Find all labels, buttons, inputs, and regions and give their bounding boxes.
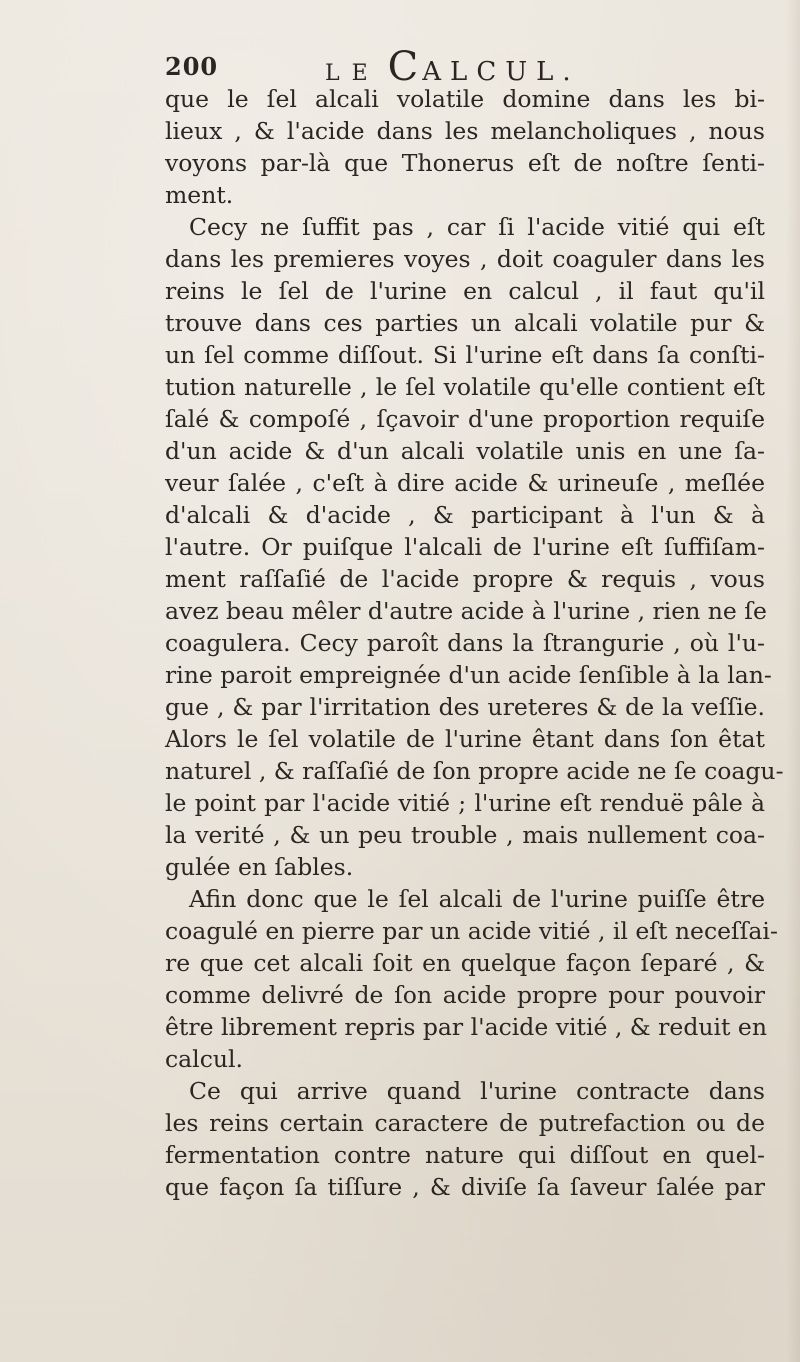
text-line: dans les premieres voyes , doit coaguler dans les xyxy=(165,245,765,273)
text-line: veur ſalée , c'eſt à dire acide & urineuſe , meſlée xyxy=(165,469,765,497)
text-line: ſalé & compoſé , ſçavoir d'une proportion requiſe xyxy=(165,405,765,433)
paragraph-start-line: Afin donc que le ſel alcali de l'urine puiſſe être xyxy=(189,885,765,913)
text-line: Alors le ſel volatile de l'urine êtant dans ſon êtat xyxy=(165,725,765,753)
text-line: d'alcali & d'acide , & participant à l'un & à xyxy=(165,501,765,529)
text-line: calcul. xyxy=(165,1045,243,1073)
text-line: avez beau mêler d'autre acide à l'urine , rien ne ſe xyxy=(165,597,767,625)
text-line: comme delivré de ſon acide propre pour pouvoir xyxy=(165,981,765,1009)
text-line: d'un acide & d'un alcali volatile unis en une ſa- xyxy=(165,437,765,465)
running-title-article: LE xyxy=(325,61,380,86)
text-line: être librement repris par l'acide vitié , & reduit en xyxy=(165,1013,767,1041)
text-line: les reins certain caractere de putrefaction ou de xyxy=(165,1109,765,1137)
body-text xyxy=(165,83,784,1203)
text-line: le point par l'acide vitié ; l'urine eſt renduë pâle à xyxy=(165,789,765,817)
running-title-rest: ALCUL. xyxy=(422,57,580,87)
text-line: coagulé en pierre par un acide vitié , il eſt neceſſai- xyxy=(165,917,778,945)
text-line: gue , & par l'irritation des ureteres & de la veſſie. xyxy=(165,693,765,721)
page-edge-shadow xyxy=(786,0,800,1362)
text-line: coagulera. Cecy paroît dans la ſtrangurie , où l'u- xyxy=(165,629,765,657)
paragraph-start-line: Cecy ne ſuffit pas , car ſi l'acide vitié qui eſt xyxy=(189,213,765,241)
text-line: naturel , & raſſaſié de ſon propre acide ne ſe coagu- xyxy=(165,757,784,785)
text-line: ment raſſaſié de l'acide propre & requis , vous xyxy=(165,565,765,593)
text-line: fermentation contre nature qui diſſout en quel- xyxy=(165,1141,765,1169)
text-line: re que cet alcali ſoit en quelque façon ſeparé , & xyxy=(165,949,765,977)
text-line: que façon ſa tiſſure , & diviſe ſa ſaveur ſalée par xyxy=(165,1173,765,1201)
paragraph-start-line: Ce qui arrive quand l'urine contracte dans xyxy=(189,1077,765,1105)
page-number: 200 xyxy=(165,52,219,81)
running-head xyxy=(165,44,765,90)
text-line: lieux , & l'acide dans les melancholiques , nous xyxy=(165,117,765,145)
running-title-initial: C xyxy=(387,44,423,90)
text-line: que le ſel alcali volatile domine dans les bi- xyxy=(165,85,765,113)
text-line: rine paroit empreignée d'un acide ſenſible à la lan- xyxy=(165,661,772,689)
text-line: la verité , & un peu trouble , mais nullement coa- xyxy=(165,821,765,849)
text-line: tution naturelle , le ſel volatile qu'elle contient eſt xyxy=(165,373,765,401)
text-line: un ſel comme diſſout. Si l'urine eſt dans ſa conſti- xyxy=(165,341,765,369)
text-line: trouve dans ces parties un alcali volatile pur & xyxy=(165,309,765,337)
text-line: reins le ſel de l'urine en calcul , il faut qu'il xyxy=(165,277,765,305)
text-line: voyons par-là que Thonerus eſt de noſtre ſenti- xyxy=(165,149,765,177)
text-line: l'autre. Or puiſque l'alcali de l'urine eſt ſuffiſam- xyxy=(165,533,765,561)
text-line: ment. xyxy=(165,181,234,209)
text-line: gulée en ſables. xyxy=(165,853,354,881)
